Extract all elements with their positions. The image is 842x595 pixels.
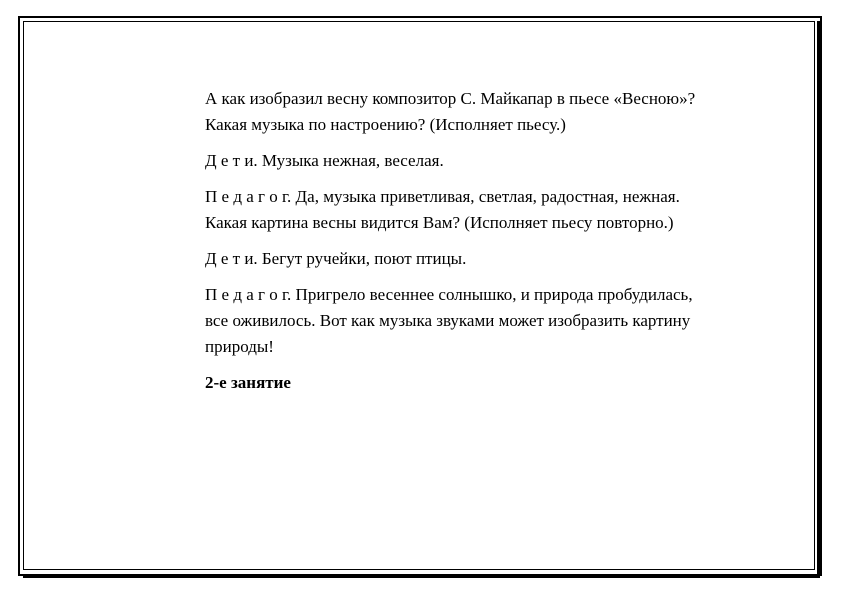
paragraph-text: Музыка нежная, веселая. — [261, 151, 444, 170]
paragraph-text: А как изобразил весну композитор С. Майкапар в пьесе «Весною»? Какая музыка по настроению? (Исполняет пьесу.) — [205, 89, 696, 134]
speaker-label: Д е т и. — [205, 151, 258, 170]
paragraph-text: Да, музыка приветливая, светлая, радостная, нежная. Какая картина весны видится Вам? (Исполняет пьесу повторно.) — [205, 187, 680, 232]
paragraph-teacher-2 — [205, 282, 715, 360]
speaker-label: П е д а г о г. — [205, 285, 292, 304]
speaker-label: Д е т и. — [205, 249, 258, 268]
section-heading: 2-е занятие — [205, 373, 291, 392]
paragraph-children-2 — [205, 246, 715, 272]
paragraph-children-1 — [205, 148, 715, 174]
paragraph-intro — [205, 86, 715, 138]
document-body — [205, 86, 715, 396]
paragraph-text: Бегут ручейки, поют птицы. — [261, 249, 467, 268]
paragraph-teacher-1 — [205, 184, 715, 236]
speaker-label: П е д а г о г. — [205, 187, 292, 206]
paragraph-text: Пригрело весеннее солнышко, и природа пробудилась, все оживилось. Вот как музыка звуками может изобразить картину природы! — [205, 285, 693, 356]
